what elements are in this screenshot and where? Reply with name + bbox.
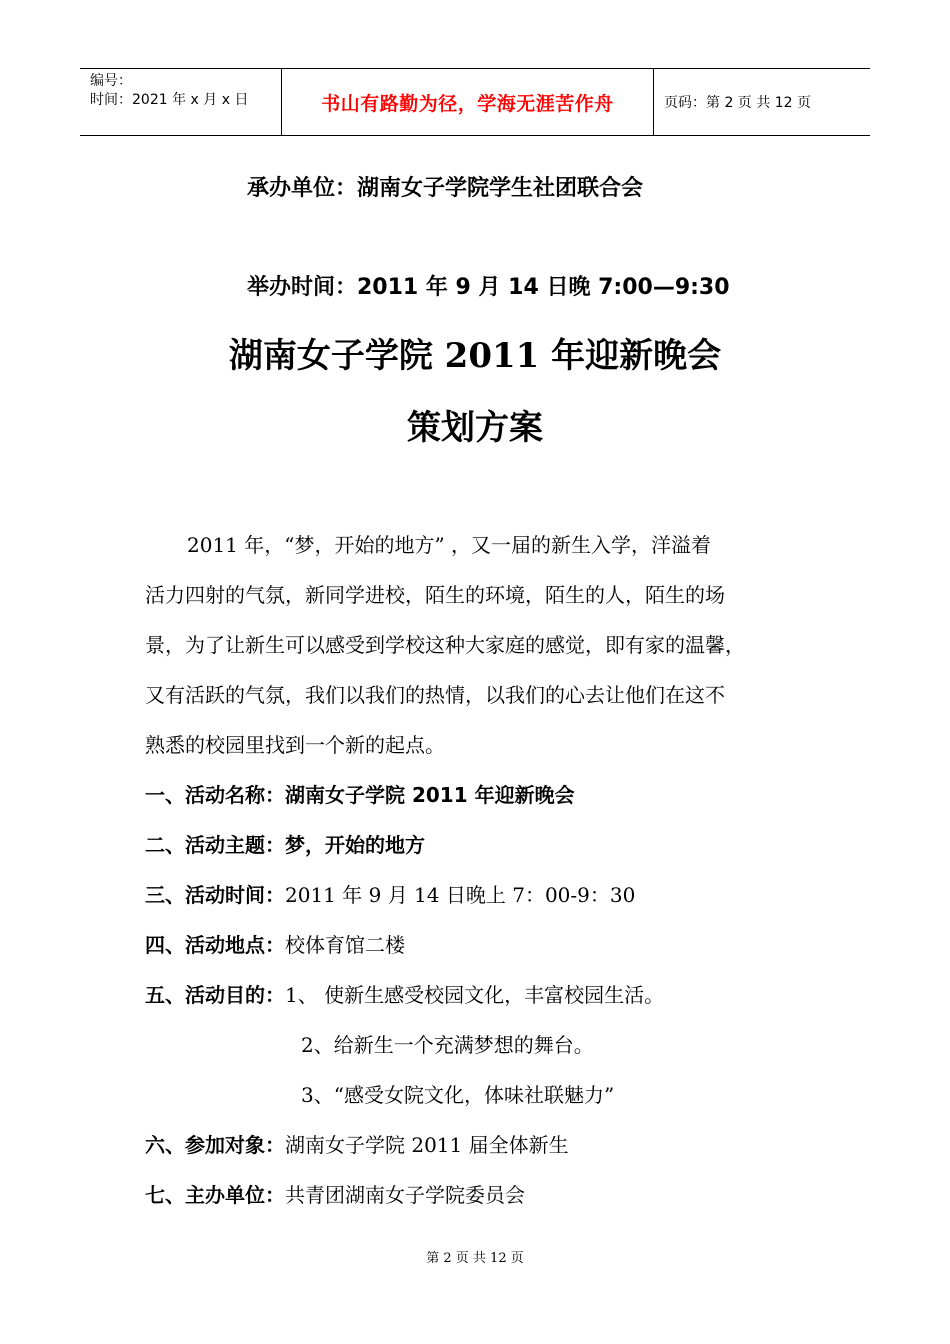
item-host (145, 1179, 525, 1208)
item-label: 五、活动目的： (145, 983, 285, 1007)
header-motto: 书山有路勤为径，学海无涯苦作舟 (282, 69, 654, 135)
organizer-line: 承办单位：湖南女子学院学生社团联合会 (247, 176, 644, 201)
item-label: 四、活动地点： (145, 933, 285, 957)
header-date: 时间：2021 年 x 月 x 日 (90, 92, 249, 108)
item-value: 梦，开始的地方 (285, 833, 425, 857)
item-activity-name (145, 779, 575, 808)
document-subtitle: 策划方案 (407, 408, 543, 448)
item-activity-place (145, 929, 405, 958)
item-value: 校体育馆二楼 (285, 933, 405, 957)
document-title: 湖南女子学院 2011 年迎新晚会 (228, 336, 722, 376)
item-activity-theme (145, 829, 425, 858)
intro-line-3: 景，为了让新生可以感受到学校这种大家庭的感觉，即有家的温馨， (145, 633, 745, 657)
item-label: 七、主办单位： (145, 1183, 285, 1207)
item-value: 共青团湖南女子学院委员会 (285, 1183, 525, 1207)
item-value: 湖南女子学院 2011 年迎新晚会 (285, 783, 575, 807)
header-number: 编号： (90, 73, 132, 89)
item-activity-time (145, 879, 635, 908)
time-line: 举办时间：2011 年 9 月 14 日晚 7:00—9:30 (247, 275, 730, 300)
item-value: 湖南女子学院 2011 届全体新生 (285, 1133, 569, 1157)
intro-line-4: 又有活跃的气氛，我们以我们的热情，以我们的心去让他们在这不 (145, 683, 725, 707)
page-footer: 第 2 页 共 12 页 (426, 1251, 524, 1266)
item-label: 三、活动时间： (145, 883, 285, 907)
item-label: 二、活动主题： (145, 833, 285, 857)
item-value: 1、 使新生感受校园文化，丰富校园生活。 (285, 983, 665, 1007)
purpose-item-2: 2、给新生一个充满梦想的舞台。 (301, 1033, 594, 1057)
intro-line-1: 2011 年，“梦，开始的地方” ，又一届的新生入学，洋溢着 (187, 533, 712, 557)
header-page-info: 页码：第 2 页 共 12 页 (664, 95, 811, 111)
purpose-item-3: 3、“感受女院文化，体味社联魅力” (301, 1083, 615, 1107)
header-meta (80, 69, 282, 135)
item-label: 一、活动名称： (145, 783, 285, 807)
item-activity-purpose (145, 979, 664, 1008)
item-value: 2011 年 9 月 14 日晚上 7：00-9：30 (285, 883, 636, 907)
item-audience (145, 1129, 569, 1158)
intro-line-2: 活力四射的气氛，新同学进校，陌生的环境，陌生的人，陌生的场 (145, 583, 725, 607)
item-label: 六、参加对象： (145, 1133, 285, 1157)
intro-line-5: 熟悉的校园里找到一个新的起点。 (145, 733, 445, 757)
page-header (80, 68, 870, 136)
